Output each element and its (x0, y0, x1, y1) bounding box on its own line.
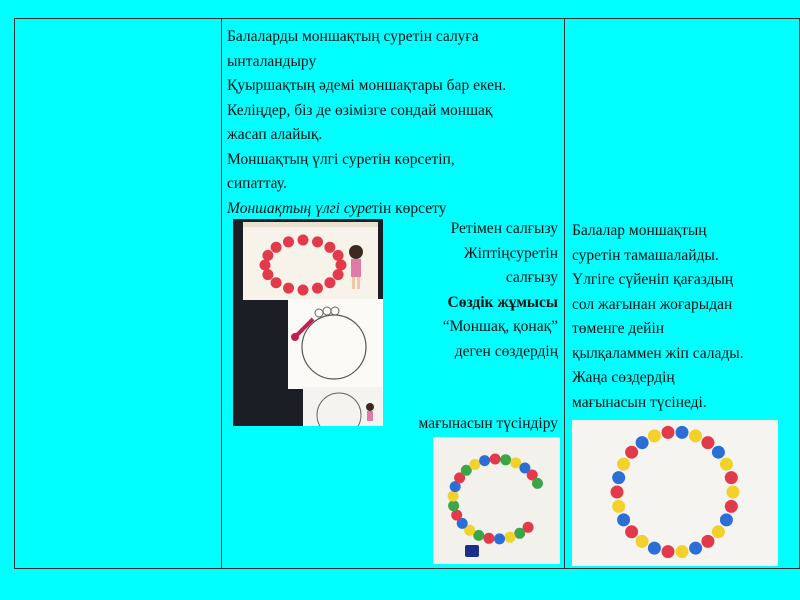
bead (490, 454, 501, 465)
bead (612, 500, 625, 513)
bead (636, 535, 649, 548)
bead (712, 446, 725, 459)
bead (689, 429, 702, 442)
bead (617, 458, 630, 471)
bead (617, 513, 630, 526)
bead (648, 429, 661, 442)
bead (451, 510, 462, 521)
bead (448, 500, 459, 511)
bead (662, 426, 675, 439)
children-text (572, 219, 794, 415)
bead (262, 269, 273, 280)
bead (625, 525, 638, 538)
text-line: Балалар моншақтың (572, 222, 707, 239)
text-line: қылқаламмен жіп салады. (572, 344, 744, 362)
text-line: жасап алайық. (227, 126, 323, 143)
bead (720, 513, 733, 526)
bead (514, 528, 525, 539)
bead (312, 236, 323, 247)
teacher-activity-cell (221, 19, 564, 568)
bead (448, 491, 459, 502)
bead (676, 426, 689, 439)
bead (469, 459, 480, 470)
bead (720, 458, 733, 471)
text-line: сипаттау. (227, 175, 287, 192)
bead (612, 471, 625, 484)
text-line: Жіптіңсуретін (463, 244, 558, 262)
text-line: Ретімен салғызу (450, 220, 558, 237)
bead-necklace-photo (572, 420, 778, 566)
teacher-text-right (358, 217, 558, 364)
bead (262, 250, 273, 261)
bead (727, 486, 740, 499)
bead (725, 500, 738, 513)
teacher-text-last (358, 412, 558, 437)
bead (283, 283, 294, 294)
bead (500, 454, 511, 465)
text-line: Үлгіге сүйеніп қағаздың (572, 271, 734, 288)
bead (689, 542, 702, 555)
bead (494, 533, 505, 544)
bead (333, 269, 344, 280)
bead (611, 486, 624, 499)
text-line: салғызу (505, 269, 558, 286)
bead (336, 260, 347, 271)
teacher-text (227, 25, 557, 221)
bead (712, 525, 725, 538)
text-line: төменге дейін (572, 320, 665, 337)
bead (271, 277, 282, 288)
bead (324, 242, 335, 253)
text-line: суретін тамашалайды. (572, 246, 719, 264)
bead (333, 250, 344, 261)
text-line: Моншақтың үлгі суретін көрсетіп, (227, 150, 455, 168)
bead (532, 478, 543, 489)
bead (648, 542, 661, 555)
bead (701, 535, 714, 548)
bead (312, 283, 323, 294)
lesson-table (14, 18, 800, 569)
text-line: сол жағынан жоғарыдан (572, 295, 733, 313)
child-drawing-photo (433, 437, 560, 564)
italic-line: Моншақтың үлгі суретін көрсету (227, 199, 447, 217)
bead (298, 285, 309, 296)
bead (636, 436, 649, 449)
bead (725, 471, 738, 484)
bead (625, 446, 638, 459)
text-line: Келіңдер, біз де өзімізге сондай моншақ (227, 101, 493, 119)
text-line: ынталандыру (227, 52, 317, 70)
bead (505, 532, 516, 543)
bead (260, 260, 271, 271)
text-line: Қуыршақтың әдемі моншақтары бар екен. (227, 77, 507, 94)
bead (271, 242, 282, 253)
text-line: Жаңа сөздердің (572, 369, 675, 386)
bead (676, 545, 689, 558)
sample-poster-photo (233, 219, 383, 426)
bead (662, 545, 675, 558)
bead (701, 436, 714, 449)
bead (479, 455, 490, 466)
text-line: мағынасын түсінеді. (572, 393, 707, 411)
vocabulary-heading: Сөздік жұмысы (447, 293, 558, 311)
text-line: “Моншақ, қонақ” (442, 318, 558, 335)
bead (283, 236, 294, 247)
children-activity-cell (564, 19, 800, 568)
bead (298, 235, 309, 246)
text-line: мағынасын түсіндіру (418, 415, 558, 432)
text-line: Балаларды моншақтың суретін салуға (227, 28, 479, 45)
bead (324, 277, 335, 288)
text-line: деген сөздердің (454, 342, 558, 360)
bead (483, 533, 494, 544)
